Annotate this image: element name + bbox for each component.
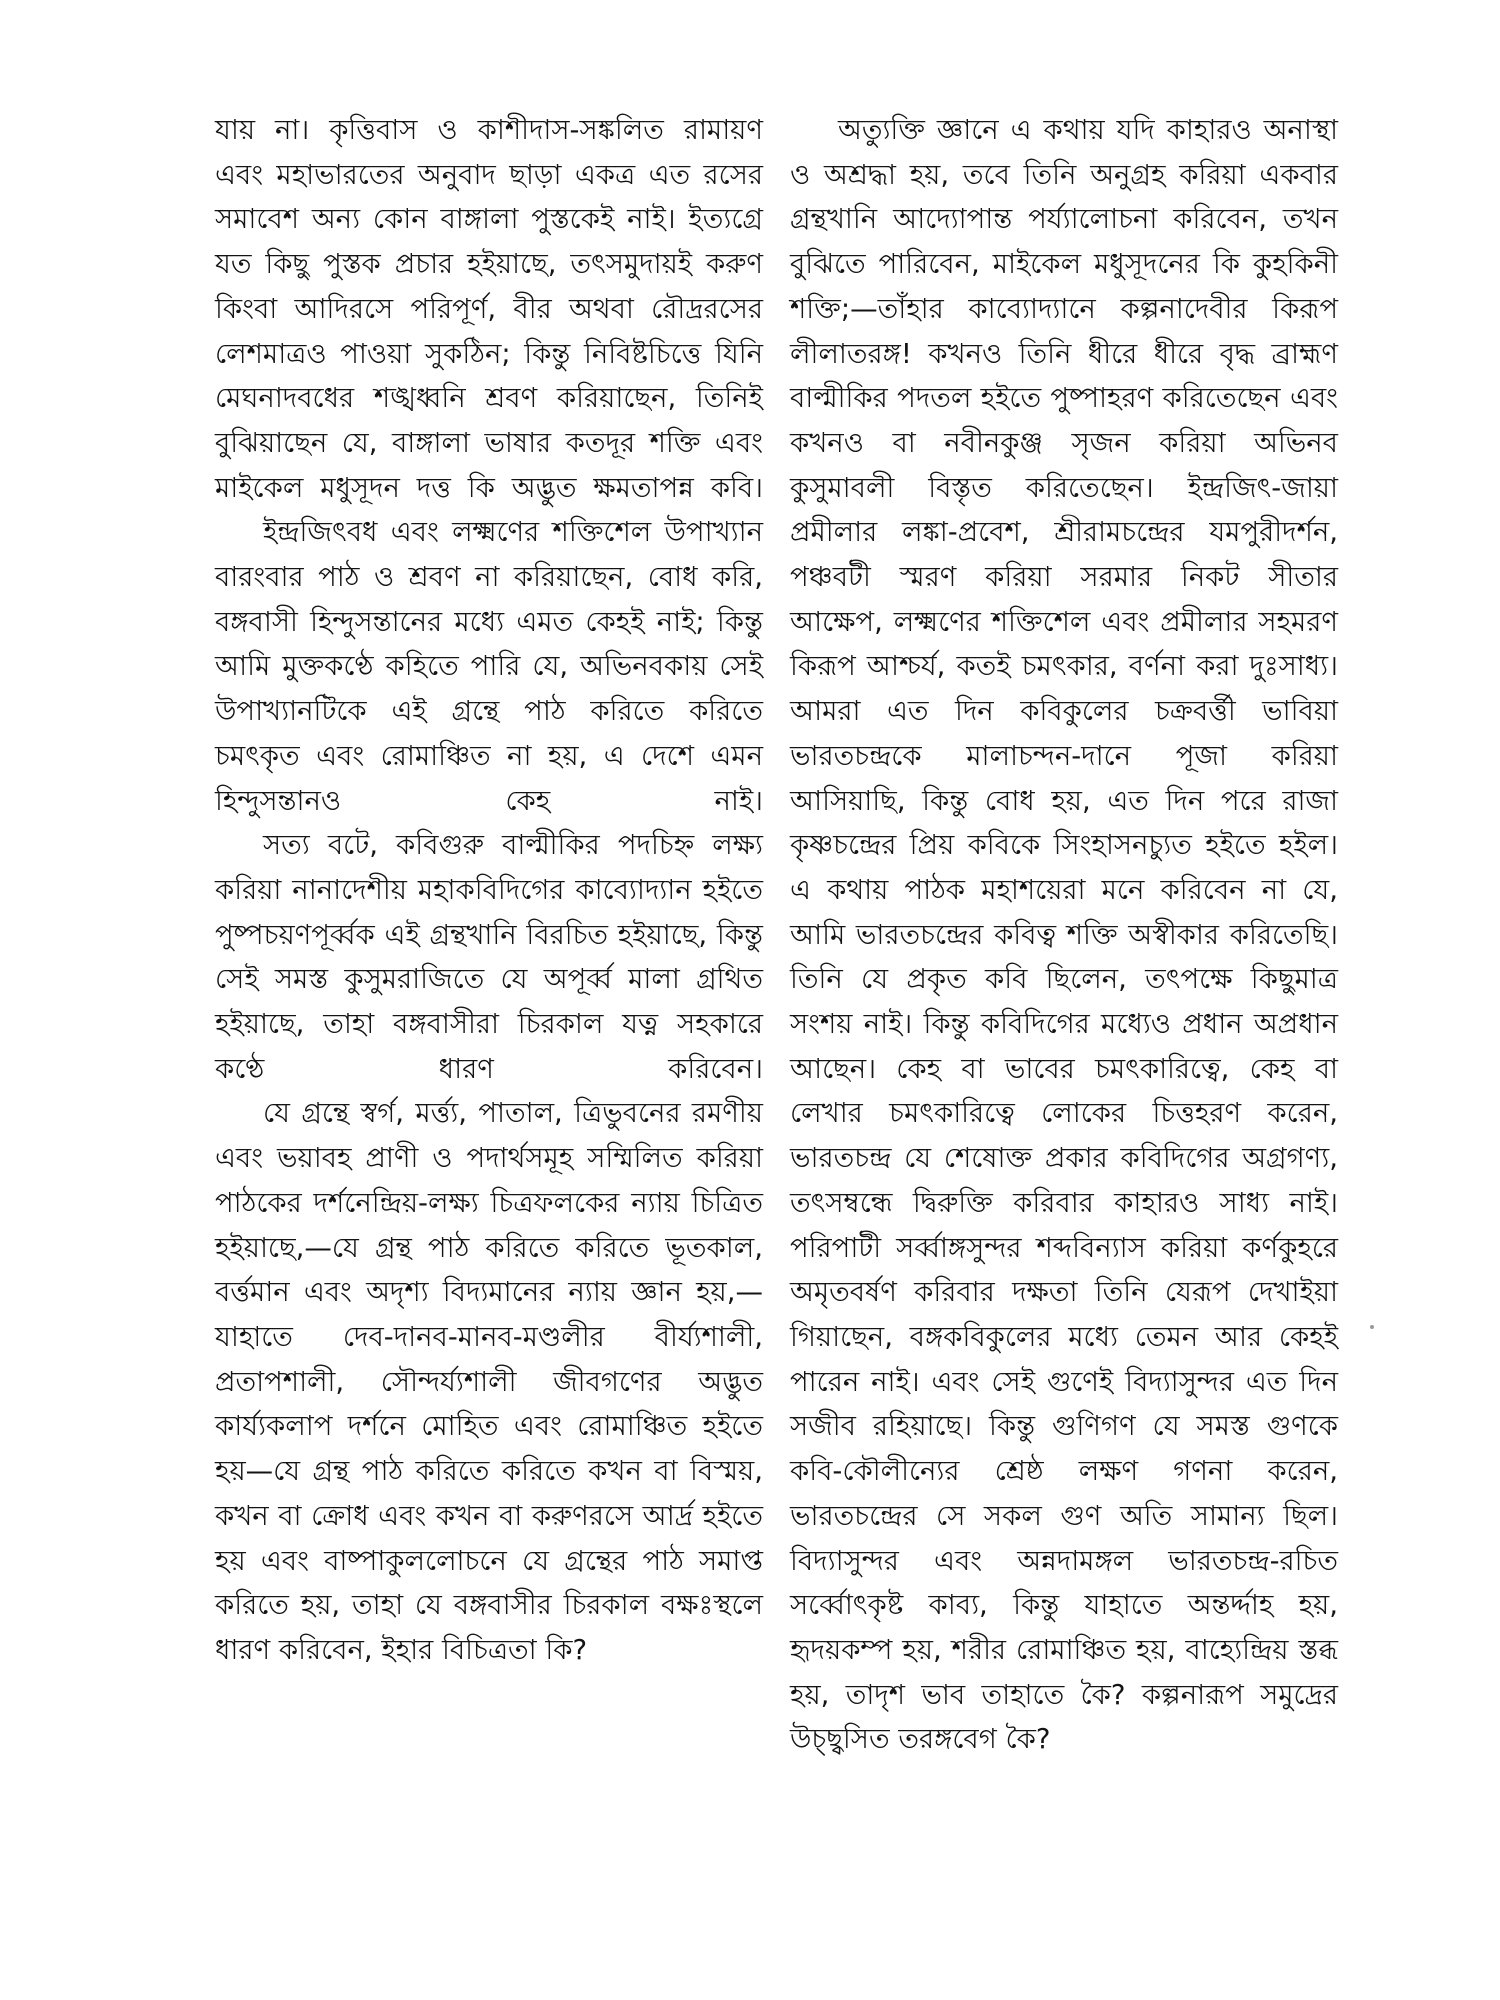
left-text-column bbox=[215, 108, 763, 1673]
paragraph-continuation: যায় না। কৃত্তিবাস ও কাশীদাস-সঙ্কলিত রামায়ণ এবং মহাভারতের অনুবাদ ছাড়া একত্র এত রসের সমাবেশ অন্য কোন বাঙ্গালা পুস্তকেই নাই। ইত্যগ্রে যত কিছু পুস্তক প্রচার হইয়াছে, তৎসমুদায়ই করুণ কিংবা আদিরসে পরিপূর্ণ, বীর অথবা রৌদ্ররসের লেশমাত্রও পাওয়া সুকঠিন; কিন্তু নিবিষ্টচিত্তে যিনি মেঘনাদবধের শঙ্খধ্বনি শ্রবণ করিয়াছেন, তিনিই বুঝিয়াছেন যে, বাঙ্গালা ভাষার কতদূর শক্তি এবং মাইকেল মধুসূদন দত্ত কি অদ্ভুত ক্ষমতাপন্ন কবি। bbox=[215, 114, 763, 504]
page-speck bbox=[1370, 1325, 1374, 1329]
paragraph-bharatchandra: অত্যুক্তি জ্ঞানে এ কথায় যদি কাহারও অনাস্থা ও অশ্রদ্ধা হয়, তবে তিনি অনুগ্রহ করিয়া একবার গ্রন্থখানি আদ্যোপান্ত পর্য্যালোচনা করিবেন, তখন বুঝিতে পারিবেন, মাইকেল মধুসূদনের কি কুহকিনী শক্তি;—তাঁহার কাব্যোদ্যানে কল্পনাদেবীর কিরূপ লীলাতরঙ্গ! কখনও তিনি ধীরে ধীরে বৃদ্ধ ব্রাহ্মণ বাল্মীকির পদতল হইতে পুষ্পাহরণ করিতেছেন এবং কখনও বা নবীনকুঞ্জ সৃজন করিয়া অভিনব কুসুমাবলী বিস্তৃত করিতেছেন। ইন্দ্রজিৎ-জায়া প্রমীলার লঙ্কা-প্রবেশ, শ্রীরামচন্দ্রের যমপুরীদর্শন, পঞ্চবটী স্মরণ করিয়া সরমার নিকট সীতার আক্ষেপ, লক্ষ্মণের শক্তিশেল এবং প্রমীলার সহমরণ কিরূপ আশ্চর্য, কতই চমৎকার, বর্ণনা করা দুঃসাধ্য। আমরা এত দিন কবিকুলের চক্রবর্ত্তী ভাবিয়া ভারতচন্দ্রকে মালাচন্দন-দানে পূজা করিয়া আসিয়াছি, কিন্তু বোধ হয়, এত দিন পরে রাজা কৃষ্ণচন্দ্রের প্রিয় কবিকে সিংহাসনচ্যুত হইতে হইল। এ কথায় পাঠক মহাশয়েরা মনে করিবেন না যে, আমি ভারতচন্দ্রের কবিত্ব শক্তি অস্বীকার করিতেছি। তিনি যে প্রকৃত কবি ছিলেন, তৎপক্ষে কিছুমাত্র সংশয় নাই। কিন্তু কবিদিগের মধ্যেও প্রধান অপ্রধান আছেন। কেহ বা ভাবের চমৎকারিত্বে, কেহ বা লেখার চমৎকারিত্বে লোকের চিত্তহরণ করেন, ভারতচন্দ্র যে শেষোক্ত প্রকার কবিদিগের অগ্রগণ্য, তৎসম্বন্ধে দ্বিরুক্তি করিবার কাহারও সাধ্য নাই। পরিপাটী সর্ব্বাঙ্গসুন্দর শব্দবিন্যাস করিয়া কর্ণকুহরে অমৃতবর্ষণ করিবার দক্ষতা তিনি যেরূপ দেখাইয়া গিয়াছেন, বঙ্গকবিকুলের মধ্যে তেমন আর কেহই পারেন নাই। এবং সেই গুণেই বিদ্যাসুন্দর এত দিন সজীব রহিয়াছে। কিন্তু গুণিগণ যে সমস্ত গুণকে কবি-কৌলীন্যের শ্রেষ্ঠ লক্ষণ গণনা করেন, ভারতচন্দ্রের সে সকল গুণ অতি সামান্য ছিল। বিদ্যাসুন্দর এবং অন্নদামঙ্গল ভারতচন্দ্র-রচিত সর্ব্বোৎকৃষ্ট কাব্য, কিন্তু যাহাতে অন্তর্দ্দাহ হয়, হৃদয়কম্প হয়, শরীর রোমাঞ্চিত হয়, বাহ্যেন্দ্রিয় স্তব্ধ হয়, তাদৃশ ভাব তাহাতে কৈ? কল্পনারূপ সমুদ্রের উচ্ছ্বসিত তরঙ্গবেগ কৈ? bbox=[790, 114, 1338, 1756]
right-text-column bbox=[790, 108, 1338, 1762]
paragraph-three-worlds: যে গ্রন্থে স্বর্গ, মর্ত্ত্য, পাতাল, ত্রিভুবনের রমণীয় এবং ভয়াবহ প্রাণী ও পদার্থসমূহ সম্মিলিত করিয়া পাঠকের দর্শনেন্দ্রিয়-লক্ষ্য চিত্রফলকের ন্যায় চিত্রিত হইয়াছে,—যে গ্রন্থ পাঠ করিতে করিতে ভূতকাল, বর্ত্তমান এবং অদৃশ্য বিদ্যমানের ন্যায় জ্ঞান হয়,—যাহাতে দেব-দানব-মানব-মণ্ডলীর বীর্য্যশালী, প্রতাপশালী, সৌন্দর্য্যশালী জীবগণের অদ্ভুত কার্য্যকলাপ দর্শনে মোহিত এবং রোমাঞ্চিত হইতে হয়—যে গ্রন্থ পাঠ করিতে করিতে কখন বা বিস্ময়, কখন বা ক্রোধ এবং কখন বা করুণরসে আর্দ্র হইতে হয় এবং বাষ্পাকুললোচনে যে গ্রন্থের পাঠ সমাপ্ত করিতে হয়, তাহা যে বঙ্গবাসীর চিরকাল বক্ষঃস্থলে ধারণ করিবেন, ইহার বিচিত্রতা কি? bbox=[215, 1097, 763, 1666]
paragraph-indrajit: ইন্দ্রজিৎবধ এবং লক্ষ্মণের শক্তিশেল উপাখ্যান বারংবার পাঠ ও শ্রবণ না করিয়াছেন, বোধ করি, বঙ্গবাসী হিন্দুসন্তানের মধ্যে এমত কেহই নাই; কিন্তু আমি মুক্তকণ্ঠে কহিতে পারি যে, অভিনবকায় সেই উপাখ্যানটিকে এই গ্রন্থে পাঠ করিতে করিতে চমৎকৃত এবং রোমাঞ্চিত না হয়, এ দেশে এমন হিন্দুসন্তানও কেহ নাই। bbox=[215, 516, 763, 817]
paragraph-valmiki: সত্য বটে, কবিগুরু বাল্মীকির পদচিহ্ন লক্ষ্য করিয়া নানাদেশীয় মহাকবিদিগের কাব্যোদ্যান হইতে পুষ্পচয়ণপূর্ব্বক এই গ্রন্থখানি বিরচিত হইয়াছে, কিন্তু সেই সমস্ত কুসুমরাজিতে যে অপূর্ব্ব মালা গ্রথিত হইয়াছে, তাহা বঙ্গবাসীরা চিরকাল যত্ন সহকারে কণ্ঠে ধারণ করিবেন। bbox=[215, 829, 763, 1085]
